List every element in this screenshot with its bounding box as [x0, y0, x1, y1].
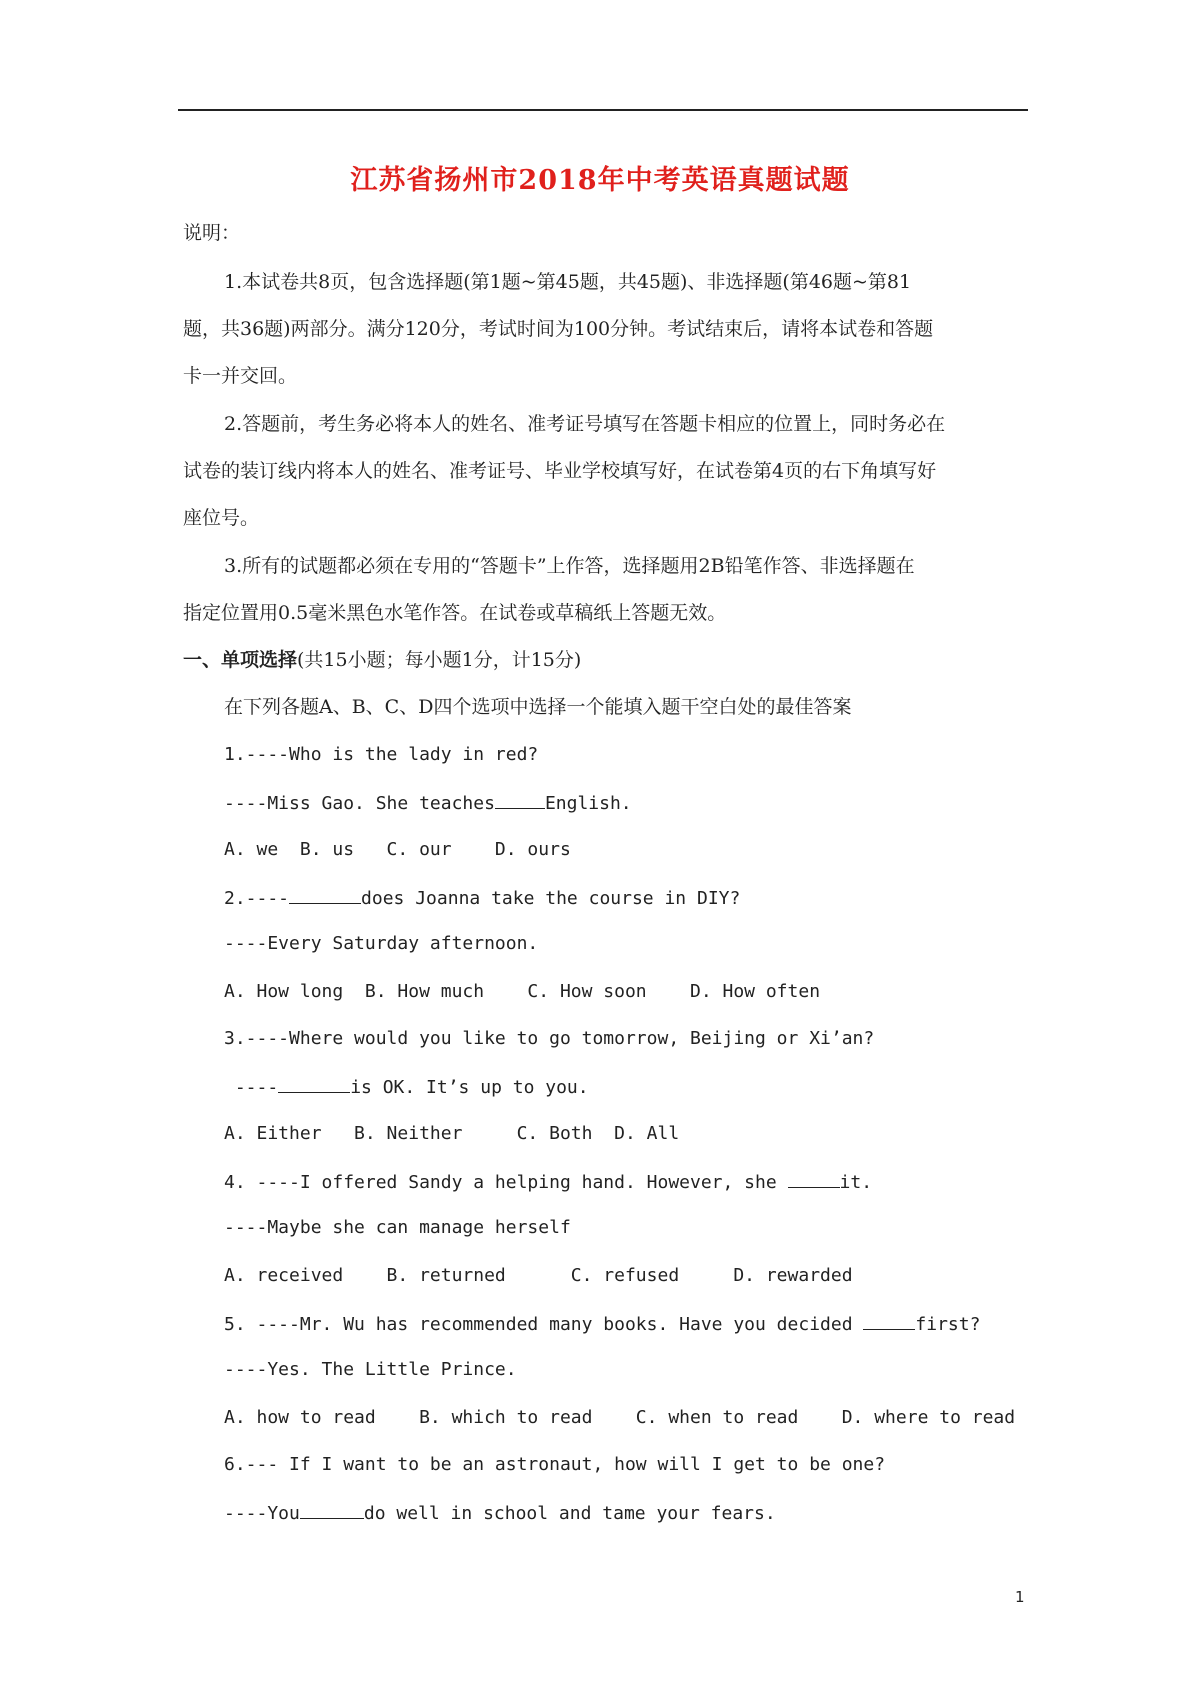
- q5-response: ----Yes. The Little Prince.: [224, 1359, 517, 1380]
- q5-stem-post: first?: [915, 1314, 981, 1335]
- q2-stem: [224, 885, 740, 911]
- intro-item2-line1: 2.答题前，考生务必将本人的姓名、准考证号填写在答题卡相应的位置上，同时务必在: [224, 413, 946, 435]
- q6-response-post: do well in school and tame your fears.: [363, 1503, 776, 1524]
- q5-blank: [863, 1311, 915, 1330]
- section1-instruction: 在下列各题A、B、C、D四个选项中选择一个能填入题干空白处的最佳答案: [224, 696, 852, 718]
- page-number: 1: [1015, 1588, 1025, 1606]
- q3-response-pre: ----: [224, 1077, 279, 1098]
- q1-response: [224, 790, 632, 816]
- q3-response-post: is OK. It’s up to you.: [350, 1077, 589, 1098]
- q2-response: ----Every Saturday afternoon.: [224, 933, 539, 954]
- q2-options: A. How long B. How much C. How soon D. How often: [224, 981, 821, 1002]
- q1-blank: [495, 790, 545, 809]
- q3-response: [224, 1074, 589, 1100]
- intro-item3-line1: 3.所有的试题都必须在专用的“答题卡”上作答，选择题用2B铅笔作答、非选择题在: [224, 555, 915, 577]
- section1-heading-bold: 一、单项选择: [183, 649, 298, 671]
- q6-stem: 6.--- If I want to be an astronaut, how will I get to be one?: [224, 1454, 886, 1475]
- q2-stem-post: does Joanna take the course in DIY?: [361, 888, 741, 909]
- q4-response: ----Maybe she can manage herself: [224, 1217, 571, 1238]
- q4-options: A. received B. returned C. refused D. rewarded: [224, 1265, 853, 1286]
- q1-options: A. we B. us C. our D. ours: [224, 839, 571, 860]
- section1-heading-rest: (共15小题；每小题1分，计15分): [297, 649, 582, 671]
- q4-stem-pre: 4. ----I offered Sandy a helping hand. However, she: [224, 1172, 788, 1193]
- intro-item1-line1: 1.本试卷共8页，包含选择题(第1题~第45题，共45题)、非选择题(第46题~第81: [224, 271, 912, 293]
- q4-stem-post: it.: [839, 1172, 873, 1193]
- q2-blank: [289, 885, 361, 904]
- q3-options: A. Either B. Neither C. Both D. All: [224, 1123, 680, 1144]
- page-title: 江苏省扬州市2018年中考英语真题试题: [350, 165, 850, 196]
- q6-blank: [300, 1500, 364, 1519]
- intro-item3-line2: 指定位置用0.5毫米黑色水笔作答。在试卷或草稿纸上答题无效。: [183, 602, 727, 624]
- q4-blank: [788, 1169, 840, 1188]
- q1-response-post: English.: [544, 793, 632, 814]
- intro-item2-line3: 座位号。: [183, 507, 260, 529]
- intro-heading: 说明：: [183, 222, 241, 244]
- section1-heading: [183, 648, 581, 672]
- q3-blank: [278, 1074, 350, 1093]
- q6-response: [224, 1500, 776, 1526]
- q3-stem: 3.----Where would you like to go tomorrow, Beijing or Xi’an?: [224, 1028, 875, 1049]
- q5-options: A. how to read B. which to read C. when to read D. where to read: [224, 1407, 1016, 1428]
- q5-stem: [224, 1311, 980, 1337]
- header-rule: [178, 109, 1028, 111]
- q2-stem-pre: 2.----: [224, 888, 290, 909]
- q1-response-pre: ----Miss Gao. She teaches: [224, 793, 495, 814]
- intro-item2-line2: 试卷的装订线内将本人的姓名、准考证号、毕业学校填写好，在试卷第4页的右下角填写好: [183, 460, 937, 482]
- intro-item1-line3: 卡一并交回。: [183, 365, 298, 387]
- q5-stem-pre: 5. ----Mr. Wu has recommended many books. Have you decided: [224, 1314, 864, 1335]
- intro-item1-line2: 题，共36题)两部分。满分120分，考试时间为100分钟。考试结束后，请将本试卷和答题: [183, 318, 934, 340]
- q1-stem: 1.----Who is the lady in red?: [224, 744, 539, 765]
- q6-response-pre: ----You: [224, 1503, 300, 1524]
- q4-stem: [224, 1169, 872, 1195]
